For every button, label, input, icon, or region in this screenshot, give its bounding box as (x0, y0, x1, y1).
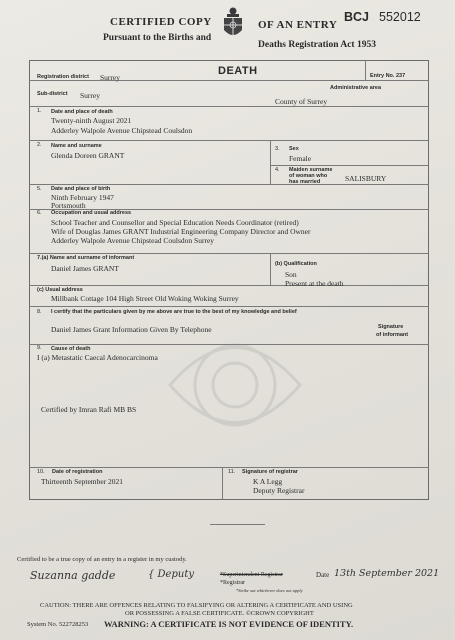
date-place-of-death-label: Date and place of death (51, 109, 113, 115)
date-place-of-birth-label: Date and place of birth (51, 186, 111, 192)
informant-name-label: 7.(a) Name and surname of informant (37, 255, 135, 261)
informant-address-value: Millbank Cottage 104 High Street Old Woking Woking Surrey (51, 294, 239, 303)
date-handwritten: 13th September 2021 (334, 568, 440, 579)
spouse-value: Wife of Douglas James GRANT Industrial Engineering Company Director and Owner (51, 227, 311, 236)
field-2-number: 2. (37, 142, 42, 148)
maiden-surname-value: SALISBURY (345, 174, 387, 183)
date-of-registration-value: Thirteenth September 2021 (41, 477, 124, 486)
cause-of-death-label: Cause of death (51, 346, 91, 352)
custodian-signature: Suzanna gadde (30, 569, 116, 582)
informant-name-value: Daniel James GRANT (51, 264, 119, 273)
sex-label: Sex (289, 146, 299, 152)
field-8-number: 8. (37, 309, 42, 315)
maiden-surname-label-3: has married (289, 179, 321, 185)
royal-crest-icon (221, 6, 245, 42)
sub-district-label: Sub-district (37, 91, 68, 97)
strike-out-note: *Strike out whichever does not apply (236, 588, 303, 593)
header-certified-copy: CERTIFIED COPY (110, 16, 212, 28)
occupation-value: School Teacher and Counsellor and Special Education Needs Coordinator (retired) (51, 218, 299, 227)
date-of-death-value: Twenty-ninth August 2021 (51, 116, 132, 125)
usual-address-value: Adderley Walpole Avenue Chipstead Coulsdon Surrey (51, 236, 215, 245)
administrative-area-label: Administrative area (330, 85, 382, 91)
deceased-name-value: Glenda Doreen GRANT (51, 151, 125, 160)
field-6-number: 6. (37, 210, 42, 216)
certify-label: I certify that the particulars given by me above are true to the best of my knowledge and belief (51, 309, 297, 315)
qualification-label: (b) Qualification (275, 261, 317, 267)
registration-district-value: Surrey (100, 73, 120, 82)
date-of-birth-value: Ninth February 1947 (51, 193, 114, 202)
header-act: Deaths Registration Act 1953 (258, 40, 376, 50)
deputy-handwritten: { Deputy (148, 569, 194, 580)
entry-number: Entry No. 237 (370, 73, 406, 79)
header-of-an-entry: OF AN ENTRY (258, 19, 338, 31)
field-9-number: 9. (37, 345, 42, 351)
name-surname-label: Name and surname (51, 143, 102, 149)
certified-by-value: Certified by Imran Rafi MB BS (41, 405, 137, 414)
maiden-surname-label-2: of woman who (289, 173, 328, 179)
superintendent-registrar-text: *Superintendent Registrar (220, 572, 283, 578)
field-5-number: 5. (37, 186, 42, 192)
identity-warning: WARNING: A CERTIFICATE IS NOT EVIDENCE OF IDENTITY. (104, 619, 354, 629)
sub-district-value: Surrey (80, 91, 100, 100)
caution-line-1: CAUTION: THERE ARE OFFENCES RELATING TO FALSIFYING OR ALTERING A CERTIFICATE AND USING (40, 602, 353, 609)
caution-line-2: OR POSSESSING A FALSE CERTIFICATE. ©CROWN COPYRIGHT (125, 610, 314, 617)
certified-true-copy-text: Certified to be a true copy of an entry in a register in my custody. (17, 556, 187, 563)
qualification-value-2: Present at the death (285, 279, 344, 288)
registrar-text: *Registrar (220, 580, 245, 586)
county-value: County of Surrey (275, 97, 328, 106)
sex-value: Female (289, 154, 312, 163)
field-1-number: 1. (37, 108, 42, 114)
system-number: System No. 522728253 (27, 621, 89, 628)
date-of-registration-label: Date of registration (52, 469, 103, 475)
cause-of-death-value: I (a) Metastatic Caecal Adenocarcinoma (37, 353, 158, 362)
signature-informant-label-2: of informant (376, 332, 409, 338)
qualification-value-1: Son (285, 270, 297, 279)
serial-number (344, 10, 421, 24)
registration-district-label: Registration district (37, 74, 89, 80)
date-label: Date (316, 571, 330, 579)
field-11-number: 11. (228, 469, 236, 475)
registrar-name-value: K A Legg (253, 477, 283, 486)
serial-prefix: BCJ (344, 10, 370, 24)
informant-signature-value: Daniel James Grant Information Given By Telephone (51, 325, 212, 334)
registrar-signature-label: Signature of registrar (242, 469, 298, 475)
serial-digits: 552012 (379, 10, 421, 24)
occupation-address-label: Occupation and usual address (51, 210, 132, 216)
informant-address-label: (c) Usual address (37, 287, 83, 293)
field-10-number: 10. (37, 469, 45, 475)
form-title: DEATH (218, 65, 258, 77)
field-3-number: 3. (275, 146, 280, 152)
place-of-birth-value: Portsmouth (51, 201, 86, 210)
signature-informant-label: Signature (378, 324, 404, 330)
maiden-surname-label: Maiden surname (289, 167, 333, 173)
field-4-number: 4. (275, 167, 280, 173)
registrar-title-value: Deputy Registrar (253, 486, 305, 495)
place-of-death-value: Adderley Walpole Avenue Chipstead Coulsdon (51, 126, 193, 135)
header-pursuant: Pursuant to the Births and (103, 33, 212, 43)
